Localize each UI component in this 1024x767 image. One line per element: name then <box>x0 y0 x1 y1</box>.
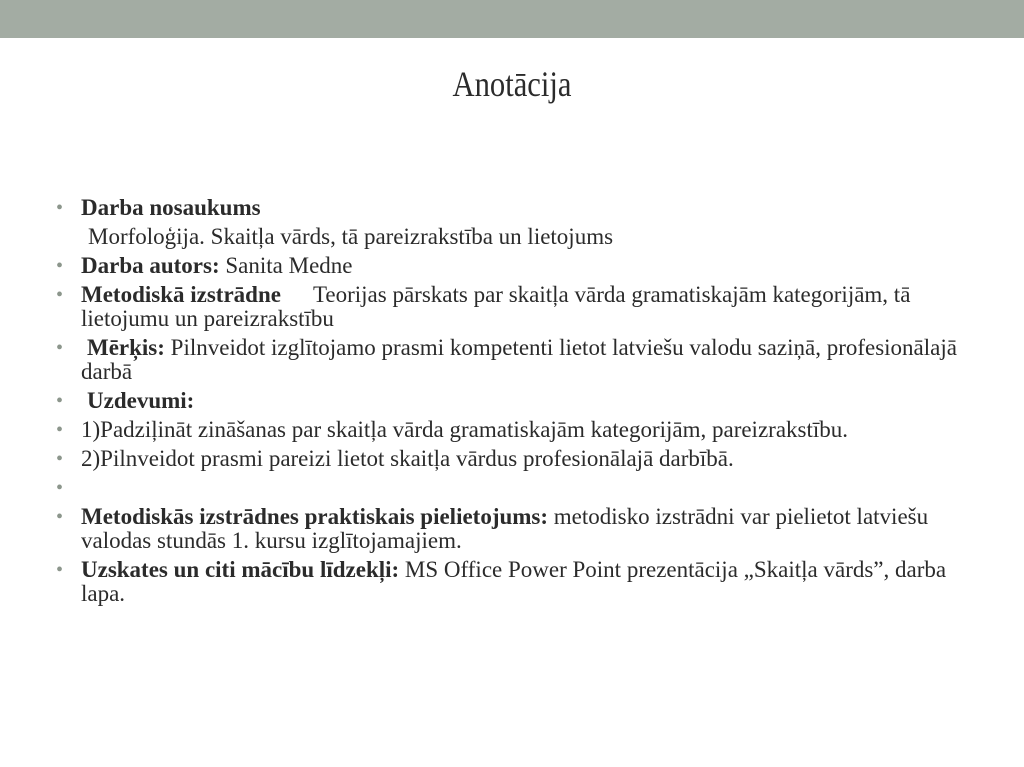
method-label: Metodiskā izstrādne <box>81 282 281 307</box>
method-value: Teorijas pārskats par skaitļa vārda gramatiskajām kategorijām, tā lietojumu un pareizrakstību <box>81 282 911 331</box>
list-item-task-1 <box>56 418 986 442</box>
bullet-icon: • <box>56 284 64 306</box>
list-item-work-title <box>56 196 986 220</box>
list-item-empty <box>56 476 986 500</box>
usage-label: Metodiskās izstrādnes praktiskais pielietojums: <box>81 504 549 529</box>
goal-value: Pilnveidot izglītojamo prasmi kompetenti lietot latviešu valodu saziņā, profesionālajā darbā <box>81 335 957 384</box>
work-title-label: Darba nosaukums <box>81 195 261 220</box>
bullet-icon: • <box>56 506 64 528</box>
list-item-task-2 <box>56 447 986 471</box>
list-item-aids <box>56 558 986 606</box>
author-label: Darba autors: <box>81 253 220 278</box>
bullet-icon: • <box>56 477 64 499</box>
list-item-tasks <box>56 389 986 413</box>
bullet-icon: • <box>56 559 64 581</box>
bullet-icon: • <box>56 419 64 441</box>
list-item-usage <box>56 505 986 553</box>
bullet-icon: • <box>56 255 64 277</box>
work-title-value: Morfoloģija. Skaitļa vārds, tā pareizrakstība un lietojums <box>88 224 614 249</box>
aids-label: Uzskates un citi mācību līdzekļi: <box>81 557 400 582</box>
list-item-work-title-value <box>56 225 986 249</box>
bullet-icon: • <box>56 448 64 470</box>
list-item-method <box>56 283 986 331</box>
bullet-list <box>56 196 986 611</box>
aids-value: MS Office Power Point prezentācija „Skaitļa vārds”, darba lapa. <box>81 557 947 606</box>
usage-value: metodisko izstrādni var pielietot latviešu valodas stundās 1. kursu izglītojamajiem. <box>81 504 929 553</box>
bullet-icon: • <box>56 197 64 219</box>
bullet-icon: • <box>56 390 64 412</box>
top-accent-bar <box>0 0 1024 38</box>
list-item-author <box>56 254 986 278</box>
bullet-icon: • <box>56 337 64 359</box>
tasks-label: Uzdevumi: <box>87 388 195 413</box>
slide-title: Anotācija <box>452 64 572 104</box>
list-item-goal <box>56 336 986 384</box>
task-1-text: 1)Padziļināt zināšanas par skaitļa vārda gramatiskajām kategorijām, pareizrakstību. <box>81 417 849 442</box>
task-2-text: 2)Pilnveidot prasmi pareizi lietot skaitļa vārdus profesionālajā darbībā. <box>81 446 734 471</box>
author-value: Sanita Medne <box>225 253 353 278</box>
goal-label: Mērķis: <box>87 335 165 360</box>
